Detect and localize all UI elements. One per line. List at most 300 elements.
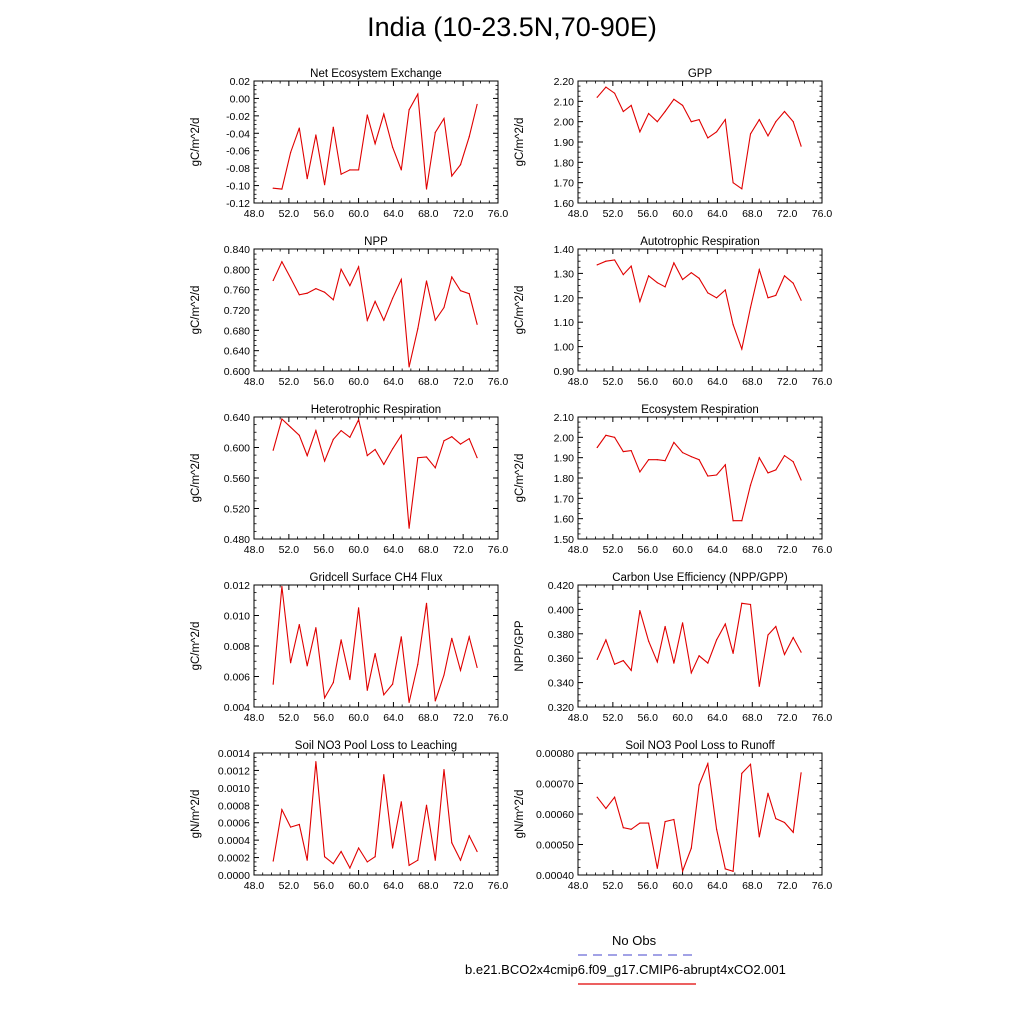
plot-frame (578, 585, 822, 707)
data-point (691, 672, 692, 673)
data-point (315, 761, 316, 762)
data-point (392, 298, 393, 299)
data-point (409, 528, 410, 529)
data-point (426, 456, 427, 457)
data-point (597, 264, 598, 265)
x-tick-label: 60.0 (348, 544, 369, 556)
x-tick-label: 76.0 (487, 376, 509, 388)
data-point (417, 328, 418, 329)
y-tick-label: 1.00 (553, 341, 574, 354)
data-point (784, 111, 785, 112)
data-point (605, 639, 606, 640)
y-tick-label: -0.08 (226, 163, 250, 176)
data-point (367, 320, 368, 321)
data-point (623, 274, 624, 275)
x-tick-label: 60.0 (348, 376, 369, 388)
y-tick-label: 2.10 (553, 412, 574, 424)
data-point (657, 282, 658, 283)
chart-panel-6 (514, 404, 832, 556)
data-point (281, 261, 282, 262)
data-point (639, 471, 640, 472)
data-point (631, 265, 632, 266)
chart-panel-4 (514, 236, 832, 388)
data-point (401, 169, 402, 170)
data-point (290, 277, 291, 278)
x-tick-label: 64.0 (383, 376, 404, 388)
data-point (367, 455, 368, 456)
x-tick-label: 60.0 (348, 880, 369, 892)
data-point (716, 639, 717, 640)
data-point (614, 797, 615, 798)
y-tick-label: 0.90 (553, 366, 574, 378)
x-tick-label: 72.0 (452, 880, 474, 892)
data-point (682, 279, 683, 280)
x-tick-label: 60.0 (672, 544, 693, 556)
data-point (793, 283, 794, 284)
data-point (665, 821, 666, 822)
y-axis-label: gC/m^2/d (514, 117, 526, 167)
data-point (623, 111, 624, 112)
data-point (333, 863, 334, 864)
x-tick-label: 56.0 (637, 880, 658, 892)
data-point (759, 686, 760, 687)
x-tick-label: 60.0 (672, 712, 693, 724)
data-point (341, 269, 342, 270)
data-point (451, 276, 452, 277)
data-point (614, 664, 615, 665)
data-point (759, 269, 760, 270)
data-point (665, 111, 666, 112)
x-tick-label: 48.0 (243, 376, 265, 388)
x-tick-label: 64.0 (707, 208, 728, 220)
data-point (673, 662, 674, 663)
data-point (401, 279, 402, 280)
data-point (665, 626, 666, 627)
x-tick-label: 68.0 (742, 544, 763, 556)
y-tick-label: 2.20 (553, 76, 574, 88)
x-tick-label: 56.0 (637, 208, 658, 220)
chart-panel-7 (190, 572, 508, 724)
data-point (682, 622, 683, 623)
y-tick-label: 0.004 (223, 702, 250, 714)
data-point (707, 475, 708, 476)
data-point (648, 459, 649, 460)
data-point (725, 289, 726, 290)
series-line (597, 764, 801, 872)
y-tick-label: 0.520 (223, 503, 250, 516)
data-point (460, 164, 461, 165)
x-tick-label: 64.0 (383, 712, 404, 724)
x-tick-label: 52.0 (278, 880, 300, 892)
data-point (673, 819, 674, 820)
data-point (460, 290, 461, 291)
y-tick-label: 1.70 (553, 493, 574, 506)
y-tick-label: 0.00050 (536, 839, 574, 852)
data-point (759, 836, 760, 837)
x-tick-label: 60.0 (348, 712, 369, 724)
x-tick-label: 52.0 (602, 544, 624, 556)
data-point (725, 464, 726, 465)
data-point (691, 121, 692, 122)
chart-panel-1 (190, 68, 508, 220)
data-point (324, 460, 325, 461)
data-point (733, 520, 734, 521)
x-tick-label: 68.0 (418, 208, 439, 220)
chart-title: Net Ecosystem Exchange (310, 68, 442, 80)
x-tick-label: 64.0 (707, 712, 728, 724)
data-point (750, 764, 751, 765)
data-point (605, 261, 606, 262)
data-point (784, 822, 785, 823)
y-tick-label: 0.420 (547, 580, 574, 592)
data-point (401, 636, 402, 637)
x-tick-label: 68.0 (742, 376, 763, 388)
data-point (631, 670, 632, 671)
data-point (469, 835, 470, 836)
plot-frame (254, 585, 498, 707)
y-tick-label: 0.0014 (217, 748, 250, 760)
chart-title: Soil NO3 Pool Loss to Runoff (625, 740, 775, 752)
plot-frame (254, 417, 498, 539)
data-point (417, 457, 418, 458)
data-point (392, 684, 393, 685)
data-point (657, 868, 658, 869)
x-tick-label: 72.0 (776, 544, 798, 556)
data-point (673, 442, 674, 443)
data-point (349, 679, 350, 680)
data-point (793, 637, 794, 638)
x-tick-label: 72.0 (776, 880, 798, 892)
data-point (639, 301, 640, 302)
series-line (597, 435, 801, 520)
series-line (597, 87, 801, 189)
data-point (443, 769, 444, 770)
y-tick-label: 1.60 (553, 198, 574, 210)
data-point (349, 437, 350, 438)
data-point (707, 763, 708, 764)
data-point (333, 682, 334, 683)
data-point (333, 127, 334, 128)
y-tick-label: 0.360 (547, 653, 574, 666)
data-point (682, 452, 683, 453)
data-point (631, 450, 632, 451)
y-tick-label: 0.0010 (217, 782, 250, 795)
data-point (426, 280, 427, 281)
data-point (358, 847, 359, 848)
data-point (409, 366, 410, 367)
data-point (767, 297, 768, 298)
y-tick-label: -0.04 (226, 128, 250, 141)
x-tick-label: 48.0 (243, 880, 265, 892)
x-tick-label: 72.0 (452, 376, 474, 388)
data-point (648, 641, 649, 642)
chart-panel-8 (514, 572, 832, 724)
data-point (775, 295, 776, 296)
data-point (750, 604, 751, 605)
data-point (750, 485, 751, 486)
data-point (383, 320, 384, 321)
data-point (716, 131, 717, 132)
data-point (307, 293, 308, 294)
y-tick-label: 1.10 (553, 317, 574, 330)
data-point (699, 459, 700, 460)
data-point (673, 262, 674, 263)
data-point (767, 634, 768, 635)
data-point (775, 626, 776, 627)
data-point (307, 665, 308, 666)
data-point (741, 520, 742, 521)
data-point (775, 469, 776, 470)
chart-title: Heterotrophic Respiration (310, 404, 442, 416)
data-point (733, 653, 734, 654)
data-point (392, 147, 393, 148)
legend-model-label: b.e21.BCO2x4cmip6.f09_g17.CMIP6-abrupt4xCO2.001 (465, 962, 786, 977)
x-tick-label: 64.0 (383, 544, 404, 556)
data-point (375, 653, 376, 654)
data-point (273, 450, 274, 451)
x-tick-label: 52.0 (278, 712, 300, 724)
data-point (623, 451, 624, 452)
y-tick-label: 0.02 (229, 76, 250, 88)
data-point (725, 119, 726, 120)
data-point (476, 667, 477, 668)
series-line (273, 587, 477, 703)
data-point (367, 690, 368, 691)
x-tick-label: 64.0 (707, 544, 728, 556)
x-tick-label: 76.0 (487, 712, 509, 724)
chart-title: Carbon Use Efficiency (NPP/GPP) (612, 572, 788, 584)
data-point (451, 175, 452, 176)
x-tick-label: 72.0 (776, 208, 798, 220)
y-tick-label: -0.02 (226, 110, 250, 123)
x-tick-label: 56.0 (637, 376, 658, 388)
data-point (800, 479, 801, 480)
data-point (451, 638, 452, 639)
data-point (623, 660, 624, 661)
y-axis-label: gC/m^2/d (190, 117, 202, 167)
data-point (281, 188, 282, 189)
data-point (315, 134, 316, 135)
data-point (716, 829, 717, 830)
data-point (290, 826, 291, 827)
data-point (691, 456, 692, 457)
x-tick-label: 68.0 (742, 712, 763, 724)
data-point (707, 662, 708, 663)
chart-panel-2 (514, 68, 832, 220)
data-point (281, 809, 282, 810)
data-point (691, 848, 692, 849)
y-tick-label: 0.012 (223, 580, 250, 592)
data-point (716, 474, 717, 475)
chart-panel-3 (190, 236, 508, 388)
data-point (699, 119, 700, 120)
data-point (383, 114, 384, 115)
data-point (290, 662, 291, 663)
y-axis-label: gC/m^2/d (190, 285, 202, 335)
data-point (315, 430, 316, 431)
y-tick-label: 0.0004 (217, 835, 250, 848)
data-point (725, 868, 726, 869)
y-tick-label: 0.560 (223, 473, 250, 485)
plot-frame (578, 417, 822, 539)
data-point (375, 449, 376, 450)
data-point (401, 435, 402, 436)
x-tick-label: 64.0 (707, 376, 728, 388)
x-tick-label: 72.0 (776, 376, 798, 388)
data-point (417, 664, 418, 665)
data-point (409, 702, 410, 703)
data-point (605, 808, 606, 809)
data-point (733, 871, 734, 872)
data-point (341, 174, 342, 175)
data-point (657, 661, 658, 662)
chart-panel-5 (190, 404, 508, 556)
data-point (767, 793, 768, 794)
data-point (476, 324, 477, 325)
data-point (665, 286, 666, 287)
y-tick-label: 0.00040 (536, 870, 574, 882)
data-point (469, 438, 470, 439)
y-tick-label: 0.600 (223, 442, 250, 455)
data-point (476, 457, 477, 458)
data-point (614, 93, 615, 94)
series-line (597, 603, 801, 686)
data-point (417, 93, 418, 94)
plot-frame (578, 81, 822, 203)
x-tick-label: 76.0 (811, 712, 833, 724)
data-point (299, 435, 300, 436)
y-tick-label: 0.00 (229, 93, 250, 106)
data-point (435, 700, 436, 701)
data-point (648, 823, 649, 824)
x-tick-label: 48.0 (243, 544, 265, 556)
data-point (741, 188, 742, 189)
data-point (699, 278, 700, 279)
x-tick-label: 72.0 (452, 208, 474, 220)
data-point (401, 801, 402, 802)
y-tick-label: 0.0008 (217, 800, 250, 813)
data-point (725, 623, 726, 624)
data-point (460, 670, 461, 671)
chart-panel-10 (514, 740, 832, 892)
y-tick-label: 2.00 (553, 432, 574, 445)
data-point (682, 105, 683, 106)
y-axis-label: gC/m^2/d (190, 453, 202, 503)
data-point (409, 109, 410, 110)
data-point (639, 131, 640, 132)
y-tick-label: 0.340 (547, 677, 574, 690)
y-tick-label: 1.80 (553, 473, 574, 485)
y-tick-label: 0.010 (223, 610, 250, 623)
y-tick-label: 0.00060 (536, 809, 574, 821)
data-point (358, 419, 359, 420)
y-tick-label: 0.400 (547, 604, 574, 617)
data-point (375, 301, 376, 302)
y-tick-label: 2.00 (553, 116, 574, 129)
x-tick-label: 52.0 (278, 376, 300, 388)
data-point (775, 818, 776, 819)
data-point (281, 586, 282, 587)
chart-title: NPP (364, 236, 388, 248)
data-point (392, 448, 393, 449)
y-tick-label: 1.90 (553, 452, 574, 465)
data-point (639, 823, 640, 824)
data-point (451, 842, 452, 843)
y-tick-label: 1.60 (553, 513, 574, 526)
y-tick-label: 0.00080 (536, 748, 574, 760)
series-line (273, 762, 477, 868)
data-point (273, 188, 274, 189)
x-tick-label: 48.0 (567, 208, 589, 220)
data-point (460, 860, 461, 861)
data-point (657, 459, 658, 460)
y-tick-label: 1.80 (553, 157, 574, 170)
x-tick-label: 60.0 (672, 880, 693, 892)
x-tick-label: 72.0 (452, 712, 474, 724)
x-tick-label: 52.0 (278, 544, 300, 556)
y-tick-label: 1.30 (553, 268, 574, 281)
data-point (699, 655, 700, 656)
y-tick-label: 0.0000 (217, 870, 250, 882)
data-point (682, 870, 683, 871)
data-point (597, 97, 598, 98)
data-point (605, 87, 606, 88)
data-point (597, 447, 598, 448)
data-point (605, 435, 606, 436)
data-point (349, 169, 350, 170)
data-point (409, 865, 410, 866)
data-point (443, 307, 444, 308)
y-tick-label: -0.12 (226, 198, 250, 210)
data-point (793, 121, 794, 122)
data-point (341, 851, 342, 852)
data-point (281, 418, 282, 419)
data-point (800, 145, 801, 146)
data-point (307, 178, 308, 179)
y-tick-label: 0.640 (223, 345, 250, 358)
x-tick-label: 48.0 (567, 712, 589, 724)
data-point (358, 169, 359, 170)
data-point (307, 860, 308, 861)
data-point (273, 860, 274, 861)
data-point (460, 444, 461, 445)
data-point (299, 824, 300, 825)
data-point (341, 639, 342, 640)
data-point (299, 294, 300, 295)
y-tick-label: -0.06 (226, 145, 250, 158)
y-tick-label: 2.10 (553, 96, 574, 109)
y-tick-label: 0.600 (223, 366, 250, 378)
x-tick-label: 64.0 (707, 880, 728, 892)
data-point (800, 652, 801, 653)
x-tick-label: 76.0 (811, 376, 833, 388)
data-point (793, 461, 794, 462)
data-point (665, 460, 666, 461)
data-point (657, 121, 658, 122)
data-point (273, 280, 274, 281)
y-axis-label: gC/m^2/d (190, 621, 202, 671)
data-point (349, 867, 350, 868)
x-tick-label: 52.0 (602, 376, 624, 388)
data-point (315, 627, 316, 628)
data-point (469, 136, 470, 137)
x-tick-label: 56.0 (313, 712, 334, 724)
data-point (333, 439, 334, 440)
x-tick-label: 68.0 (418, 880, 439, 892)
data-point (451, 436, 452, 437)
data-point (358, 266, 359, 267)
chart-title: GPP (687, 68, 713, 80)
